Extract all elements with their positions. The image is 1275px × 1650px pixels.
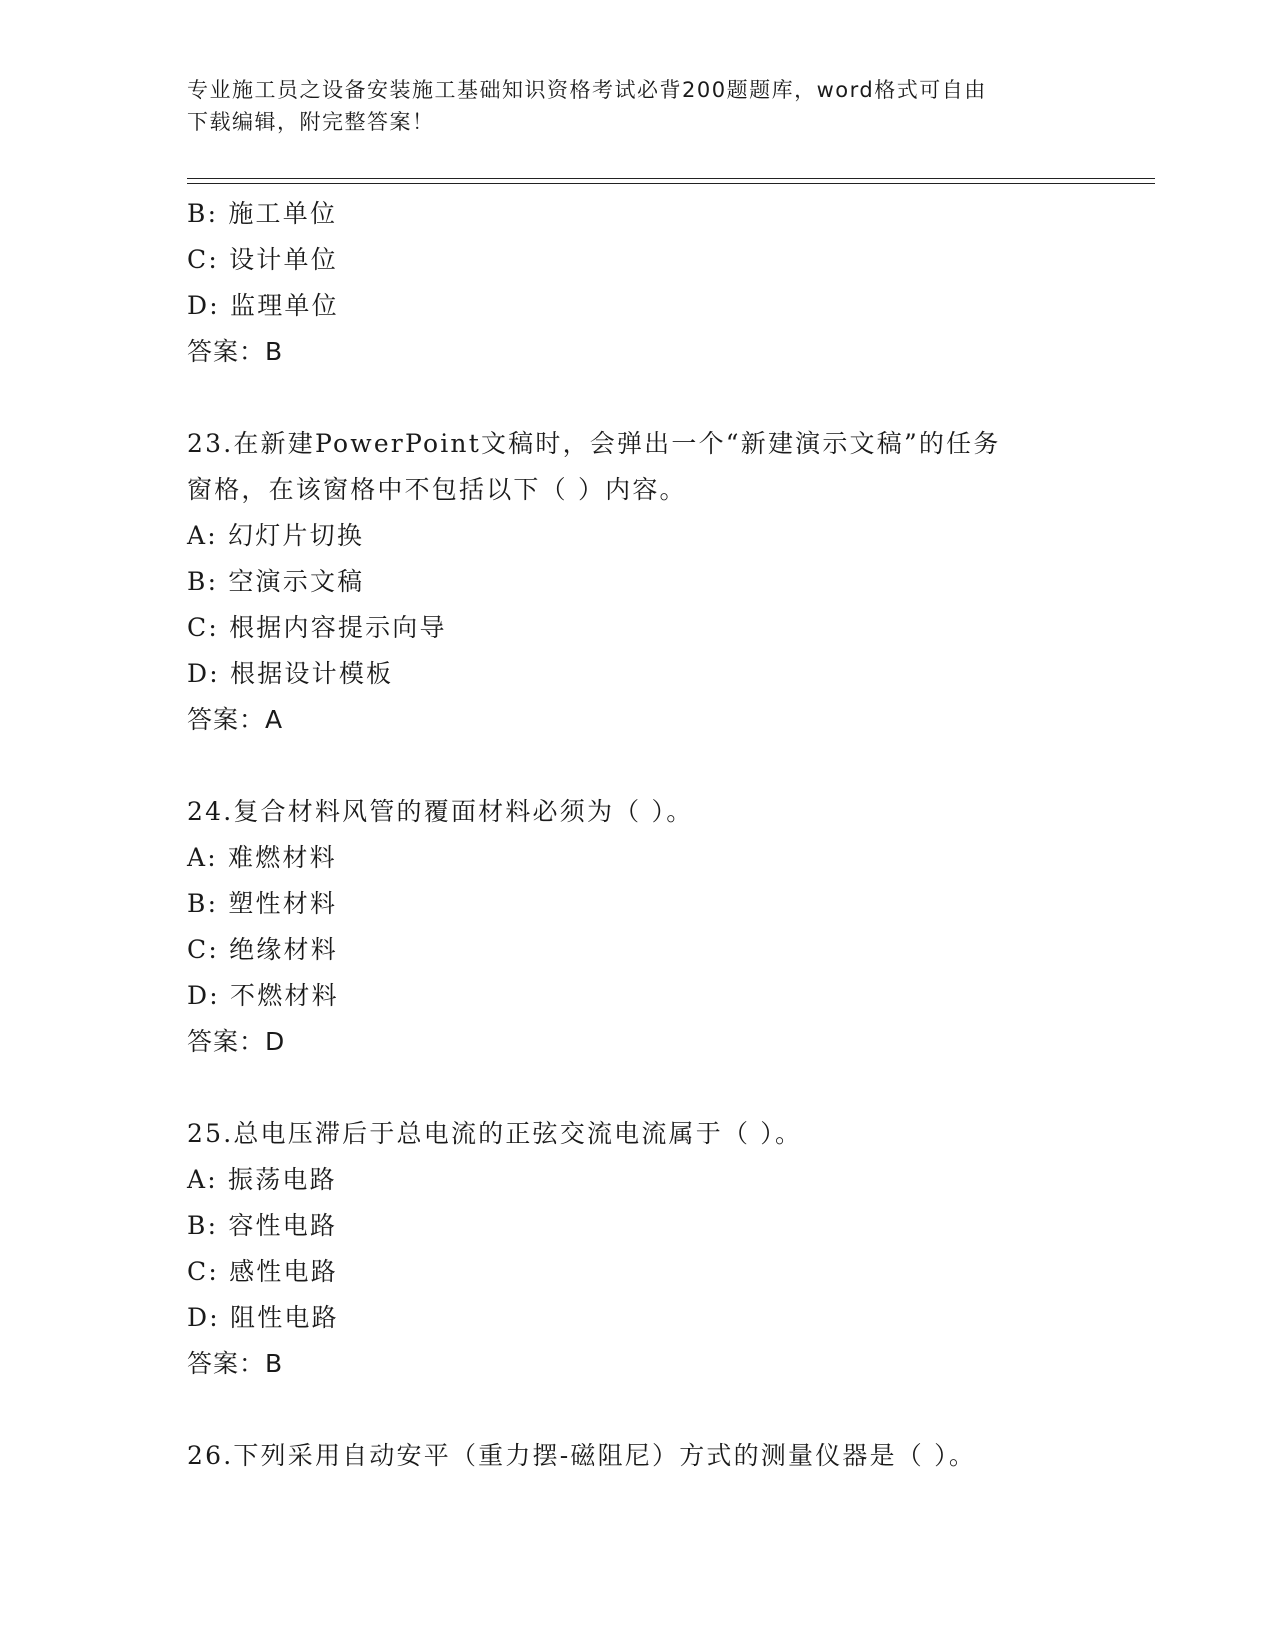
option-c: C: 绝缘材料 xyxy=(187,935,338,964)
question-list xyxy=(187,191,1147,1479)
option-c: C: 感性电路 xyxy=(187,1257,338,1286)
question-23 xyxy=(187,421,1147,743)
option-c: C: 根据内容提示向导 xyxy=(187,613,447,642)
document-header xyxy=(187,74,1087,138)
option-b: B: 塑性材料 xyxy=(187,889,338,918)
question-text: 26.下列采用自动安平（重力摆-磁阻尼）方式的测量仪器是（ ）。 xyxy=(187,1441,977,1470)
question-26 xyxy=(187,1433,1147,1479)
option-a: A: 振荡电路 xyxy=(187,1165,337,1194)
answer-line: 答案：B xyxy=(187,1349,284,1378)
question-fragment xyxy=(187,191,1147,375)
option-d: D: 根据设计模板 xyxy=(187,659,394,688)
answer-line: 答案：B xyxy=(187,337,284,366)
question-text-line-1: 23.在新建PowerPoint文稿时，会弹出一个“新建演示文稿”的任务 xyxy=(187,429,1001,458)
question-text-line-2: 窗格，在该窗格中不包括以下（ ）内容。 xyxy=(187,475,687,504)
option-a: A: 幻灯片切换 xyxy=(187,521,365,550)
question-24 xyxy=(187,789,1147,1065)
question-25 xyxy=(187,1111,1147,1387)
option-b: B: 空演示文稿 xyxy=(187,567,365,596)
question-text xyxy=(187,421,1067,513)
answer-line: 答案：A xyxy=(187,705,284,734)
option-a: A: 难燃材料 xyxy=(187,843,337,872)
header-line-2: 下载编辑，附完整答案！ xyxy=(187,110,435,134)
answer-line: 答案：D xyxy=(187,1027,286,1056)
option-c: C: 设计单位 xyxy=(187,245,338,274)
option-d: D: 不燃材料 xyxy=(187,981,339,1010)
option-d: D: 阻性电路 xyxy=(187,1303,339,1332)
header-divider-bottom xyxy=(187,183,1155,184)
question-text: 24.复合材料风管的覆面材料必须为（ ）。 xyxy=(187,797,694,826)
option-b: B: 容性电路 xyxy=(187,1211,338,1240)
header-line-1: 专业施工员之设备安装施工基础知识资格考试必背200题题库，word格式可自由 xyxy=(187,78,987,102)
option-d: D: 监理单位 xyxy=(187,291,339,320)
question-text: 25.总电压滞后于总电流的正弦交流电流属于（ ）。 xyxy=(187,1119,803,1148)
header-divider-top xyxy=(187,178,1155,179)
option-b: B: 施工单位 xyxy=(187,199,338,228)
